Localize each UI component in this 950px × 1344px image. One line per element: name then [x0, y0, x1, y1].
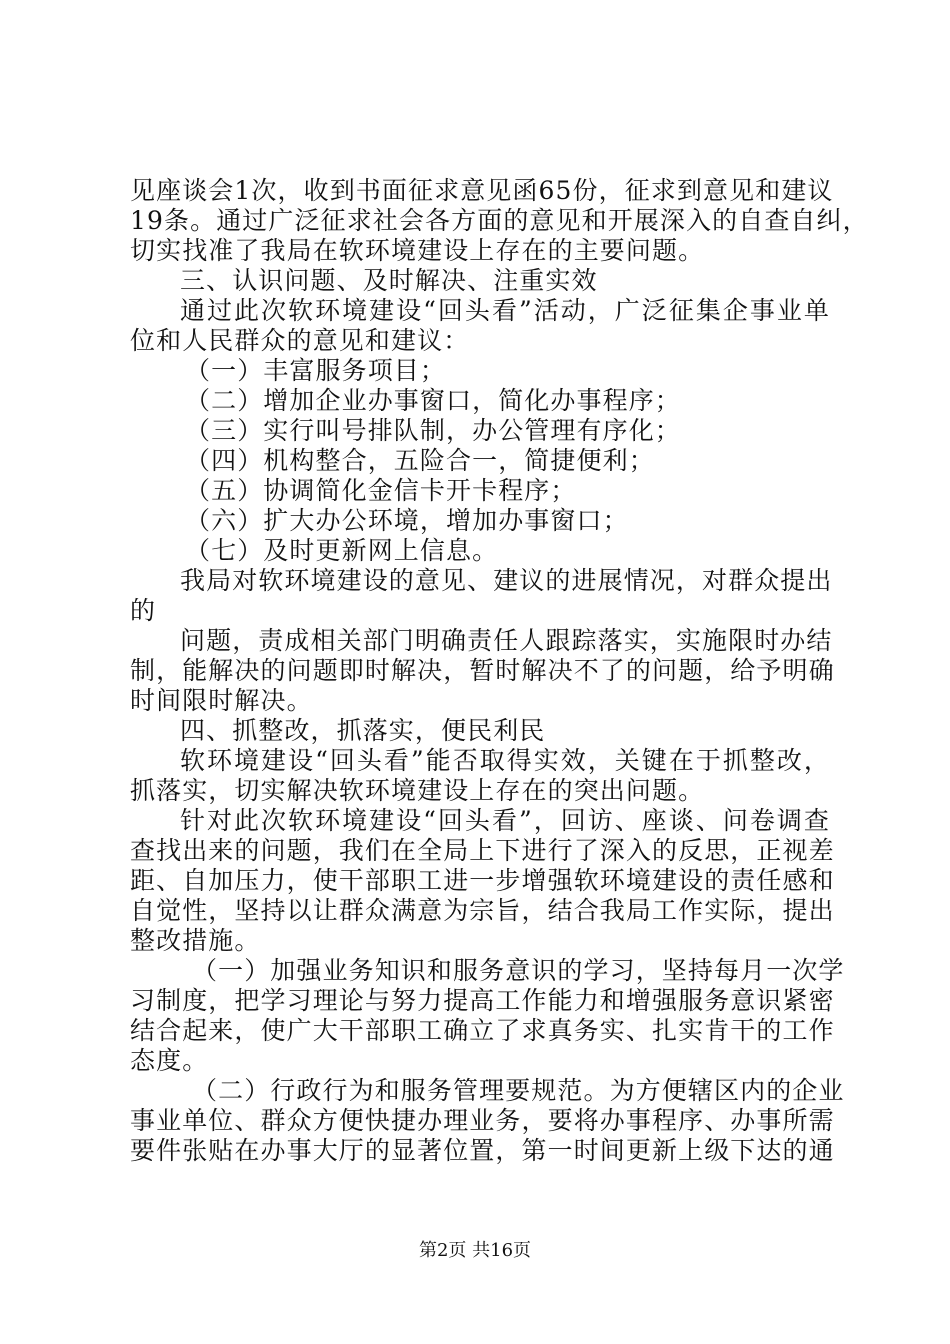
text-line: 事业单位、群众方便快捷办理业务，要将办事程序、办事所需	[130, 1106, 835, 1135]
text-line: 距、自加压力，使干部职工进一步增强软环境建设的责任感和	[130, 866, 835, 895]
list-item: （七）及时更新网上信息。	[185, 536, 499, 565]
list-item: （五）协调简化金信卡开卡程序；	[185, 476, 577, 505]
text-line: 我局对软环境建设的意见、建议的进展情况，对群众提出	[180, 566, 833, 595]
list-item: （三）实行叫号排队制，办公管理有序化；	[185, 416, 681, 445]
text-line: 结合起来，使广大干部职工确立了求真务实、扎实肯干的工作	[130, 1016, 835, 1045]
text-line: 自觉性，坚持以让群众满意为宗旨，结合我局工作实际，提出	[130, 896, 835, 925]
text-line: 针对此次软环境建设“回头看”，回访、座谈、问卷调查	[180, 806, 830, 835]
text-line: 制，能解决的问题即时解决，暂时解决不了的问题，给予明确	[130, 656, 835, 685]
text-line: （一）加强业务知识和服务意识的学习，坚持每月一次学	[192, 956, 845, 985]
list-item: （四）机构整合，五险合一，简捷便利；	[185, 446, 655, 475]
text-line: 问题，责成相关部门明确责任人跟踪落实，实施限时办结	[180, 626, 833, 655]
section-heading: 三、认识问题、及时解决、注重实效	[180, 266, 598, 295]
text-line: 软环境建设“回头看”能否取得实效，关键在于抓整改，	[180, 746, 830, 775]
text-line: （二）行政行为和服务管理要规范。为方便辖区内的企业	[192, 1076, 845, 1105]
text-line: 要件张贴在办事大厅的显著位置，第一时间更新上级下达的通	[130, 1136, 835, 1165]
list-item: （二）增加企业办事窗口，简化办事程序；	[185, 386, 681, 415]
text-line: 的	[130, 596, 157, 625]
text-line: 19条。通过广泛征求社会各方面的意见和开展深入的自查自纠，	[130, 206, 869, 235]
list-item: （一）丰富服务项目；	[185, 356, 447, 385]
list-item: （六）扩大办公环境，增加办事窗口；	[185, 506, 629, 535]
page-footer	[0, 1240, 950, 1262]
text-line: 位和人民群众的意见和建议：	[130, 326, 470, 355]
section-heading: 四、抓整改，抓落实，便民利民	[180, 716, 546, 745]
text-line: 切实找准了我局在软环境建设上存在的主要问题。	[130, 236, 705, 265]
text-line: 查找出来的问题，我们在全局上下进行了深入的反思，正视差	[130, 836, 835, 865]
document-body	[130, 176, 869, 1166]
text-line: 习制度，把学习理论与努力提高工作能力和增强服务意识紧密	[130, 986, 835, 1015]
text-line: 整改措施。	[130, 926, 261, 955]
text-line: 通过此次软环境建设“回头看”活动，广泛征集企事业单	[180, 296, 830, 325]
text-line: 抓落实，切实解决软环境建设上存在的突出问题。	[130, 776, 705, 805]
text-line: 见座谈会1次，收到书面征求意见函65份，征求到意见和建议	[130, 176, 834, 205]
text-line: 态度。	[130, 1046, 209, 1075]
text-line: 时间限时解决。	[130, 686, 313, 715]
page-number-label: 第2页 共16页	[418, 1240, 532, 1261]
